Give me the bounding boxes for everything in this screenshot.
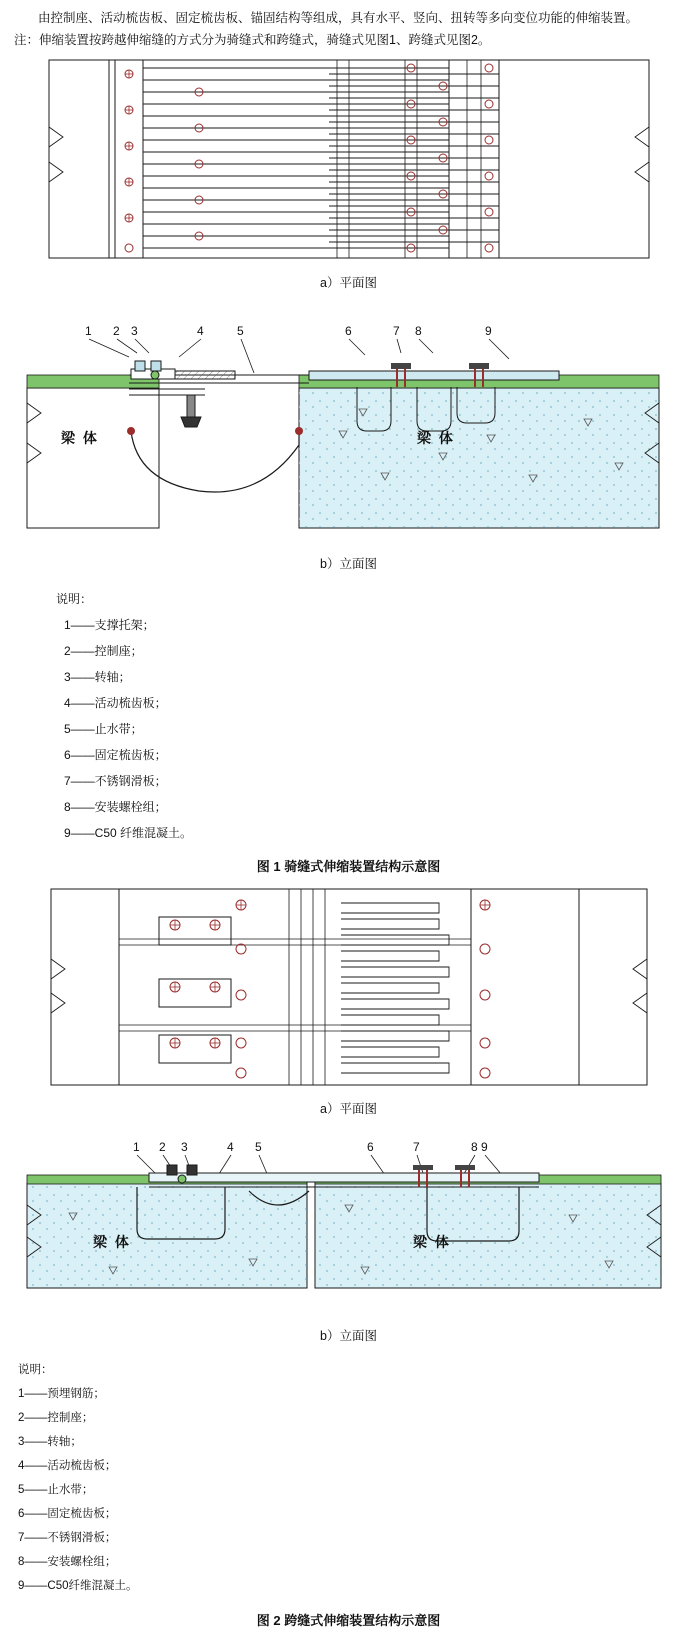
legend-item: 7——不锈钢滑板； [18, 1532, 117, 1544]
callout-4: 4 [196, 324, 204, 338]
callout-1: 1 [132, 1140, 140, 1154]
legend-item: 9——C50 纤维混凝土。 [64, 826, 193, 840]
figure2-legend [0, 1358, 697, 1598]
intro-line-2: 注：伸缩装置按跨越伸缩缝的方式分为骑缝式和跨缝式，骑缝式见图1、跨缝式见图2。 [14, 33, 491, 47]
callout-8: 8 [414, 324, 422, 338]
callout-8: 8 [470, 1140, 478, 1154]
legend-item: 2——控制座； [64, 644, 143, 658]
callout-4: 4 [226, 1140, 234, 1154]
callout-1: 1 [84, 324, 92, 338]
figure1-legend [0, 586, 697, 846]
callout-7: 7 [412, 1140, 420, 1154]
callout-5: 5 [254, 1140, 262, 1154]
legend-item: 6——固定梳齿板； [64, 748, 167, 762]
intro-text-block [0, 8, 697, 50]
callout-6: 6 [366, 1140, 374, 1154]
legend-heading: 说明： [56, 592, 93, 606]
callout-3: 3 [130, 324, 138, 338]
legend-item: 1——预埋钢筋； [18, 1388, 105, 1400]
legend-heading: 说明： [18, 1364, 53, 1376]
figure2-title: 图 2 跨缝式伸缩装置结构示意图 [256, 1613, 441, 1628]
figure1-plan-caption: a）平面图 [320, 276, 377, 290]
callout-2: 2 [158, 1140, 166, 1154]
legend-item: 6——固定梳齿板； [18, 1508, 117, 1520]
legend-item: 5——止水带； [64, 722, 143, 736]
legend-item: 8——安装螺栓组； [18, 1556, 117, 1568]
beam-label-right: 梁 体 [412, 1234, 451, 1250]
figure1-elev-caption: b）立面图 [320, 557, 377, 571]
callout-9: 9 [484, 324, 492, 338]
legend-item: 7——不锈钢滑板； [64, 774, 167, 788]
callout-9: 9 [480, 1140, 488, 1154]
figure2-plan-caption: a）平面图 [320, 1102, 377, 1116]
legend-item: 4——活动梳齿板； [64, 696, 167, 710]
figure1-title: 图 1 骑缝式伸缩装置结构示意图 [256, 859, 441, 874]
legend-item: 1——支撑托架； [64, 618, 155, 632]
legend-item: 8——安装螺栓组； [64, 800, 167, 814]
figure2-plan [0, 883, 697, 1117]
figure1-elevation [0, 313, 697, 572]
figure2-elev-caption: b）立面图 [320, 1329, 377, 1343]
callout-3: 3 [180, 1140, 188, 1154]
figure2-elevation [0, 1135, 697, 1344]
beam-label-left: 梁 体 [60, 430, 99, 446]
callout-5: 5 [236, 324, 244, 338]
callout-6: 6 [344, 324, 352, 338]
legend-item: 3——转轴； [64, 670, 131, 684]
legend-item: 2——控制座； [18, 1412, 94, 1424]
callout-2: 2 [112, 324, 120, 338]
beam-label-left: 梁 体 [92, 1234, 131, 1250]
legend-item: 9——C50纤维混凝土。 [18, 1580, 138, 1592]
legend-item: 3——转轴； [18, 1436, 82, 1448]
beam-label-right: 梁 体 [416, 430, 455, 446]
figure1-plan [0, 52, 697, 291]
legend-item: 5——止水带； [18, 1484, 94, 1496]
intro-line-1: 由控制座、活动梳齿板、固定梳齿板、锚固结构等组成，具有水平、竖向、扭转等多向变位功能的伸缩装置。 [38, 11, 639, 25]
callout-7: 7 [392, 324, 400, 338]
legend-item: 4——活动梳齿板； [18, 1460, 117, 1472]
